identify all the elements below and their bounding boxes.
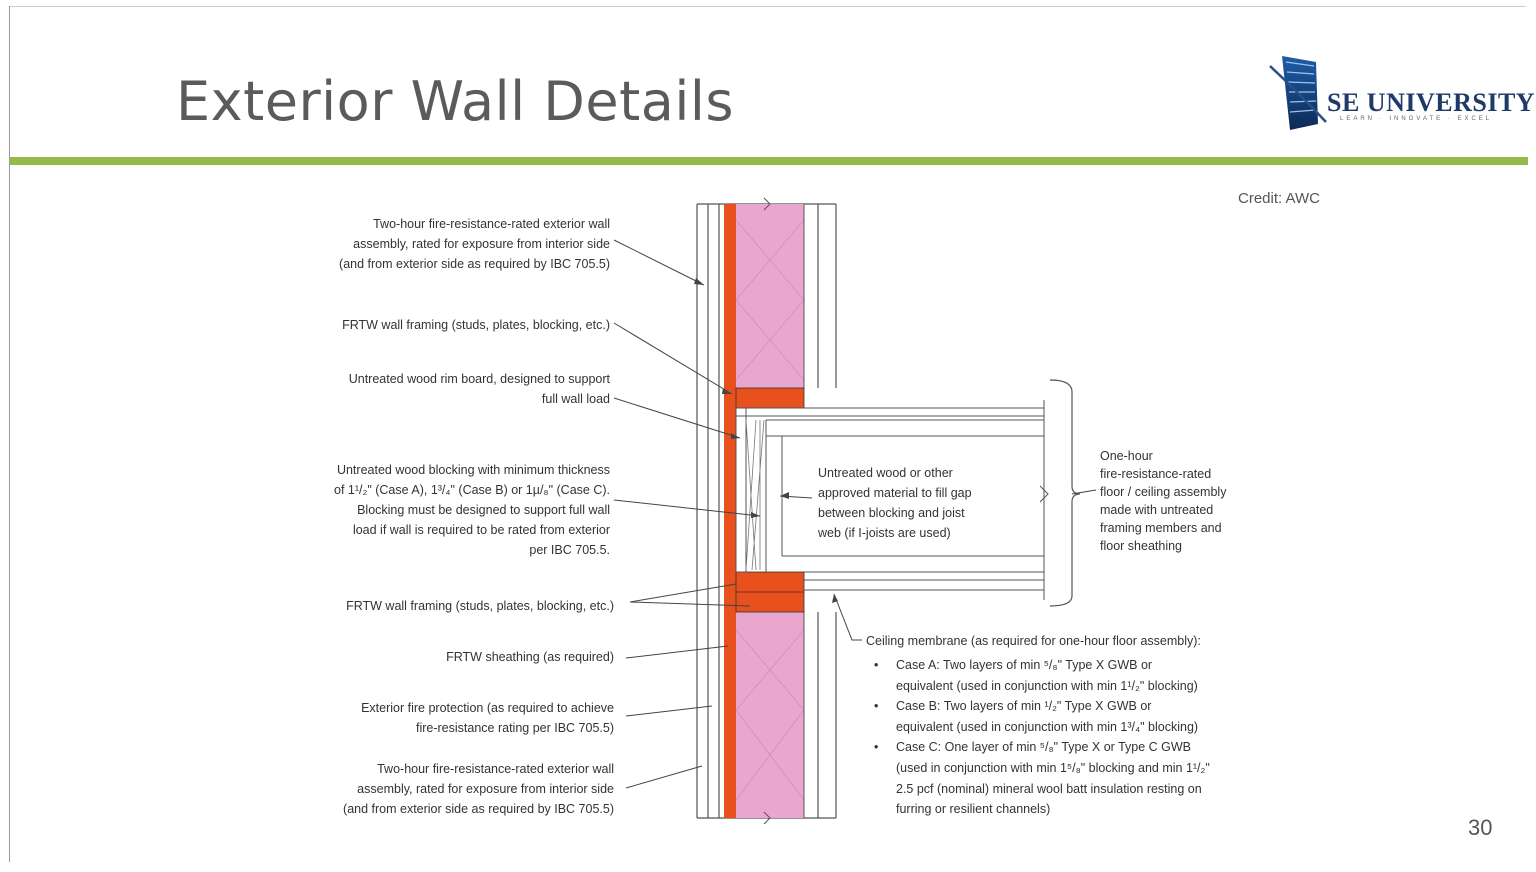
logo-wordmark: SE UNIVERSITY — [1327, 88, 1536, 117]
label-line: Blocking must be designed to support full wall — [357, 503, 610, 517]
label-assembly-top — [276, 214, 610, 274]
label-frtw-framing-top — [276, 315, 610, 335]
label-line: web (if I-joists are used) — [818, 526, 951, 540]
ceiling-membrane-title: Ceiling membrane (as required for one-hour floor assembly): — [866, 634, 1201, 648]
label-line: Two-hour fire-resistance-rated exterior wall — [377, 762, 614, 776]
ceiling-case-a — [872, 655, 1210, 696]
label-line: framing members and — [1100, 521, 1222, 535]
case-line: equivalent (used in conjunction with min 1¹/₂" blocking) — [896, 678, 1198, 693]
label-line: approved material to fill gap — [818, 486, 972, 500]
label-line: Untreated wood blocking with minimum thickness — [336, 463, 610, 477]
case-line: • Case B: Two layers of min ¹/₂" Type X GWB or — [896, 699, 1152, 714]
frtw-sheathing — [724, 204, 736, 818]
label-line: assembly, rated for exposure from interior side — [353, 237, 610, 251]
label-line: Exterior fire protection (as required to achieve — [361, 701, 614, 715]
label-line: made with untreated — [1100, 503, 1214, 517]
page-number: 30 — [1468, 815, 1493, 840]
label-blocking — [266, 460, 610, 560]
ceiling-case-b — [872, 696, 1210, 737]
slide-title: Exterior Wall Details — [176, 70, 734, 133]
label-line: between blocking and joist — [818, 506, 965, 520]
label-line: (and from exterior side as required by IBC 705.5) — [339, 257, 610, 271]
label-rim-board — [276, 369, 610, 409]
case-line: • Case C: One layer of min ⁵/₈" Type X or Type C GWB — [896, 740, 1192, 755]
case-line: equivalent (used in conjunction with min 1³/₄" blocking) — [896, 719, 1199, 734]
label-line: per IBC 705.5. — [529, 543, 610, 557]
blocking-detail — [746, 420, 764, 570]
label-floor-assembly — [1100, 447, 1226, 555]
label-line: floor sheathing — [1100, 539, 1183, 553]
label-line: assembly, rated for exposure from interior side — [357, 782, 614, 796]
label-frtw-framing-bottom — [276, 596, 614, 616]
credit-text: Credit: AWC — [1238, 190, 1320, 207]
label-line: (and from exterior side as required by IBC 705.5) — [343, 802, 614, 816]
case-line: 2.5 pcf (nominal) mineral wool batt insulation resting on — [896, 781, 1202, 796]
label-line: fire-resistance-rated — [1100, 467, 1212, 481]
label-line: FRTW sheathing (as required) — [446, 650, 614, 664]
case-line: • Case A: Two layers of min ⁵/₈" Type X GWB or — [896, 658, 1153, 672]
ceiling-case-c — [872, 737, 1210, 819]
label-sheathing — [276, 647, 614, 667]
top-plates — [736, 388, 804, 408]
label-line: One-hour — [1100, 449, 1153, 463]
label-assembly-bottom — [276, 759, 614, 819]
label-fire-protection — [276, 698, 614, 738]
case-line: furring or resilient channels) — [896, 802, 1051, 817]
label-line: Two-hour fire-resistance-rated exterior wall — [373, 217, 610, 231]
label-line: Untreated wood rim board, designed to support — [348, 372, 610, 386]
label-line: fire-resistance rating per IBC 705.5) — [415, 721, 614, 735]
label-line: FRTW wall framing (studs, plates, blocking, etc.) — [342, 318, 610, 332]
rim-board — [736, 408, 746, 572]
ceiling-cases-list — [872, 655, 1210, 820]
label-line: load if wall is required to be rated from exterior — [352, 523, 610, 537]
case-line: (used in conjunction with min 1⁵/₈" blocking and min 1¹/₂" — [896, 760, 1210, 775]
logo-tagline: LEARN · INNOVATE · EXCEL — [1340, 116, 1493, 122]
label-line: Untreated wood or other — [818, 466, 953, 480]
label-line: FRTW wall framing (studs, plates, blocking, etc.) — [346, 599, 614, 613]
label-line: floor / ceiling assembly — [1100, 485, 1227, 499]
label-line: full wall load — [541, 392, 610, 406]
label-fill-gap — [818, 463, 972, 543]
label-line: of 1¹/₂" (Case A), 1³/₄" (Case B) or 1µ/₈" (Case C). — [334, 483, 610, 497]
